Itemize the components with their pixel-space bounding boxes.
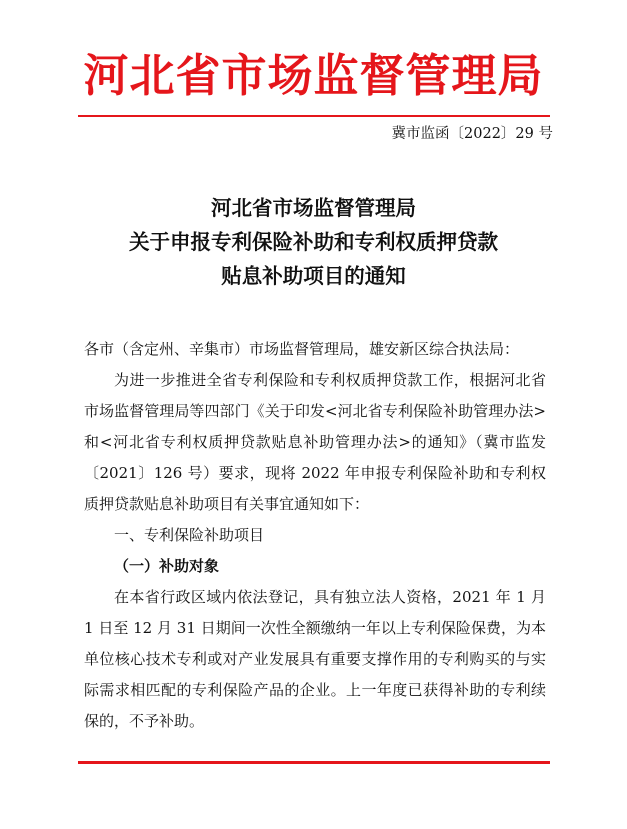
title-line-2: 关于申报专利保险补助和专利权质押贷款 <box>129 230 498 254</box>
paragraph-eligibility: 在本省行政区域内依法登记，具有独立法人资格，2021 年 1 月 1 日至 12 月 31 日期间一次性全额缴纳一年以上专利保险保费，为本单位核心技术专利或对产业发展具有重要支撑作用的专利购买的与实际需求相匹配的专利保险产品的企业。上一年度已获得补助的专利续保的，不予补助。 <box>84 588 546 730</box>
header-red-rule <box>78 115 550 117</box>
title-line-3: 贴息补助项目的通知 <box>221 264 406 288</box>
salutation: 各市（含定州、辛集市）市场监督管理局，雄安新区综合执法局： <box>84 340 520 358</box>
paragraph-intro: 为进一步推进全省专利保险和专利权质押贷款工作，根据河北省市场监督管理局等四部门《关于印发<河北省专利保险补助管理办法>和<河北省专利权质押贷款贴息补助管理办法>的通知》（冀市监发〔2021〕126 号）要求，现将 2022 年申报专利保险补助和专利权质押贷款贴息补助项目有关事宜通知如下： <box>84 371 546 513</box>
agency-masthead: 河北省市场监督管理局 <box>83 49 544 102</box>
subsection-heading: （一）补助对象 <box>114 557 220 575</box>
title-line-1: 河北省市场监督管理局 <box>211 196 416 220</box>
document-body <box>84 334 546 737</box>
document-number: 冀市监函〔2022〕29 号 <box>391 126 553 142</box>
footer-red-rule <box>78 761 550 764</box>
section-heading: 一、专利保险补助项目 <box>114 526 265 544</box>
